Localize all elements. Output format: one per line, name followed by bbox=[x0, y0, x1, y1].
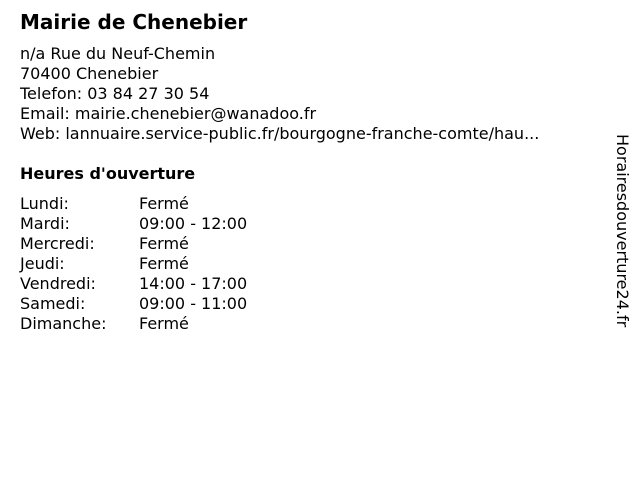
address-street: n/a Rue du Neuf-Chemin bbox=[20, 44, 216, 63]
hours-time: 14:00 - 17:00 bbox=[139, 274, 248, 293]
hours-time: Fermé bbox=[139, 254, 189, 273]
opening-hours-heading: Heures d'ouverture bbox=[20, 164, 196, 183]
web-line: Web: lannuaire.service-public.fr/bourgogne-franche-comte/hau... bbox=[20, 124, 540, 143]
hours-day: Mercredi: bbox=[20, 234, 95, 253]
hours-day: Vendredi: bbox=[20, 274, 96, 293]
hours-day: Jeudi: bbox=[20, 254, 65, 273]
hours-day: Lundi: bbox=[20, 194, 69, 213]
hours-time: Fermé bbox=[139, 234, 189, 253]
hours-time: 09:00 - 12:00 bbox=[139, 214, 248, 233]
address-city: 70400 Chenebier bbox=[20, 64, 159, 83]
hours-day: Samedi: bbox=[20, 294, 86, 313]
hours-time: Fermé bbox=[139, 194, 189, 213]
hours-time: Fermé bbox=[139, 314, 189, 333]
site-brand-vertical bbox=[612, 134, 632, 374]
contact-block bbox=[20, 44, 539, 144]
site-brand-label: Horairesdouverture24.fr bbox=[613, 134, 632, 328]
phone-line: Telefon: 03 84 27 30 54 bbox=[20, 84, 210, 103]
hours-day: Mardi: bbox=[20, 214, 70, 233]
place-title: Mairie de Chenebier bbox=[20, 10, 248, 34]
hours-day: Dimanche: bbox=[20, 314, 107, 333]
email-line: Email: mairie.chenebier@wanadoo.fr bbox=[20, 104, 317, 123]
hours-time: 09:00 - 11:00 bbox=[139, 294, 248, 313]
